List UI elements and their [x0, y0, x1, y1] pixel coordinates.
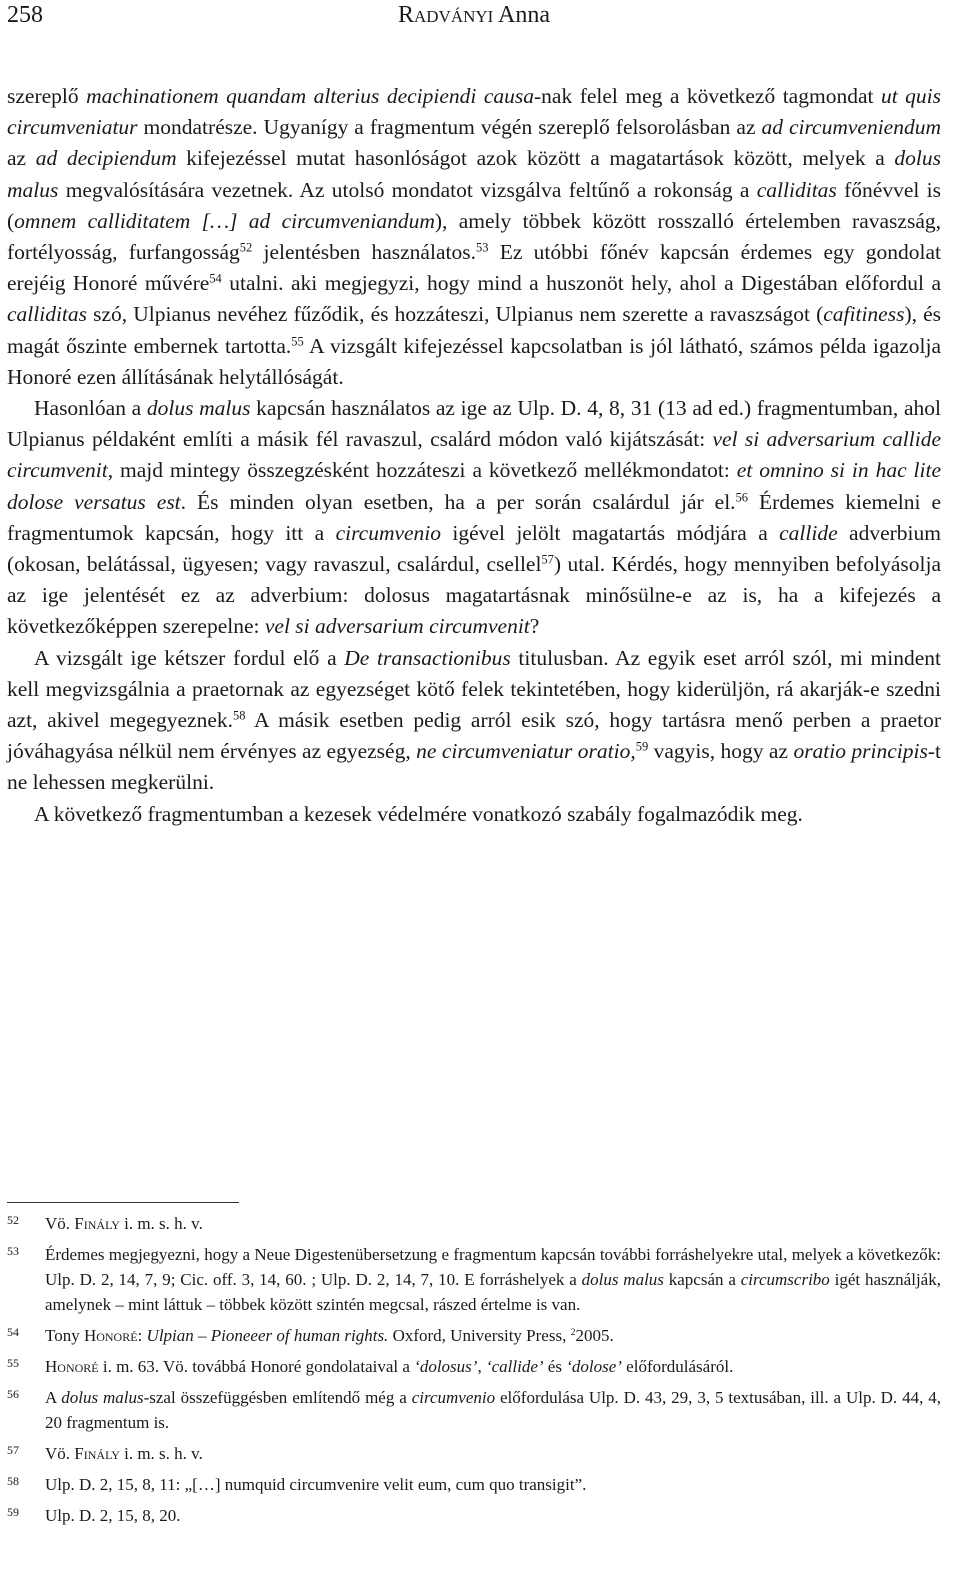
text-run: 2005.	[575, 1326, 614, 1345]
text-run: előfordulása Ulp. D. 43, 29, 3, 5 textusában, ill. a Ulp. D. 44, 4, 20 fragmentum is.	[45, 1388, 941, 1432]
text-run: A következő fragmentumban a kezesek védelmére vonatkozó szabály fogalmazódik meg.	[34, 801, 803, 826]
text-run: ,	[477, 1357, 486, 1376]
footnote-text	[45, 1472, 941, 1497]
text-run: ?	[529, 614, 540, 639]
text-run: kifejezéssel mutat hasonlóságot azok között a magatartások között, melyek a	[176, 146, 895, 171]
paragraph	[7, 643, 941, 799]
footnote-number: 52	[7, 1213, 19, 1227]
italic-text: calliditas	[7, 302, 88, 327]
page-number: 258	[7, 2, 43, 28]
text-run: Vö.	[45, 1214, 75, 1233]
author-first-name: Radványi	[397, 2, 494, 28]
italic-text: ut quis circumveniatur	[7, 84, 941, 140]
footnote	[7, 1472, 941, 1497]
text-run: az	[7, 146, 36, 171]
text-run: utalni. aki megjegyzi, hogy mind a huszonöt hely, ahol a Digestában előfordul a	[221, 271, 941, 296]
text-run: adverbium (okosan, belátással, ügyesen; vagy ravaszul, csalárdul, csellel	[7, 520, 941, 577]
text-run: titulusban. Az egyik eset arról szól, mi mindent kell megvizsgálnia a praetornak az egyezséget kötő felek tekintetében, hogy kiderüljön, rá akarják-e szedni azt, akivel megegyeznek.	[7, 645, 941, 733]
footnote-separator	[7, 1202, 239, 1203]
italic-text: circumvenio	[411, 1388, 496, 1407]
italic-text: et omnino si in hac lite dolose versatus est	[7, 458, 941, 514]
text-run: vagyis, hogy az	[648, 739, 794, 764]
paragraph	[7, 799, 941, 830]
footnote-ref: 57	[541, 552, 554, 567]
small-caps-name: Honoré	[83, 1326, 138, 1345]
italic-text: machinationem quandam alterius decipiendi causa	[86, 84, 535, 108]
footnote-text	[45, 1503, 941, 1528]
text-run: Ulp. D. 2, 15, 8, 20.	[45, 1506, 181, 1525]
italic-text: ne circumveniatur oratio,	[416, 739, 636, 764]
footnote-ref: 53	[475, 240, 489, 255]
footnote	[7, 1211, 941, 1236]
running-head	[7, 2, 941, 29]
text-run: , majd mintegy összegzésként hozzáteszi a következő mellékmondatot:	[107, 458, 737, 483]
italic-text: dolus malus	[61, 1388, 144, 1407]
text-run: Ulp. D. 2, 15, 8, 11: „[…] numquid circumvenire velit eum, cum quo transigit”.	[45, 1475, 587, 1494]
italic-text: circumvenio	[335, 520, 442, 545]
footnotes	[7, 1211, 941, 1534]
italic-text: De transactionibus	[344, 645, 511, 670]
italic-text: ad decipiendum	[35, 146, 177, 171]
italic-text: cafitiness	[823, 302, 905, 327]
italic-text: callide	[779, 520, 838, 545]
text-run: i. m. 63. Vö. továbbá Honoré gondolataival a	[98, 1357, 415, 1376]
text-run: szereplő	[7, 84, 87, 108]
italic-text: dolus malus	[581, 1270, 664, 1289]
italic-text: dolus malus	[146, 396, 251, 421]
text-run: főnévvel is (	[7, 177, 941, 233]
italic-text: vel si adversarium callide circumvenit	[7, 427, 941, 483]
author-last-name: Anna	[498, 2, 550, 28]
footnote-number: 55	[7, 1356, 19, 1370]
text-run: szó, Ulpianus nevéhez fűződik, és hozzáteszi, Ulpianus nem szerette a ravaszságot (	[87, 302, 824, 327]
text-run: Érdemes kiemelni e fragmentumok kapcsán, hogy itt a	[7, 489, 941, 545]
text-run: és	[543, 1357, 567, 1376]
footnote-number: 58	[7, 1474, 19, 1488]
text-run: igével jelölt magatartás módjára a	[441, 520, 780, 545]
text-run: kapcsán a	[663, 1270, 741, 1289]
text-run: Érdemes megjegyezni, hogy a Neue Digestenübersetzung e fragmentum kapcsán további forráshelyekre utal, melyek a következők: Ulp. D. 2, 14, 7, 9; Cic. off. 3, 14, 60. ; Ulp. D. 2, 14, 7, 10. E forráshelyek a	[45, 1245, 941, 1289]
small-caps-name: Finály	[74, 1444, 120, 1463]
text-run: jelentésben használatos.	[252, 240, 476, 265]
page-header	[7, 2, 941, 32]
text-run: igét használják, amelynek – mint láttuk – többek között szintén megcsal, rászed értelme is van.	[45, 1270, 941, 1314]
footnote	[7, 1323, 941, 1348]
footnote	[7, 1385, 941, 1435]
footnote-text	[45, 1354, 941, 1379]
text-run: -szal összefüggésben említendő még a	[143, 1388, 412, 1407]
footnote-text	[45, 1323, 941, 1348]
text-run: i. m. s. h. v.	[119, 1214, 203, 1233]
text-run: :	[137, 1326, 147, 1345]
italic-text: Ulpian – Pioneeer of human rights.	[146, 1326, 389, 1345]
paragraph	[7, 81, 941, 393]
italic-text: ad circumveniendum	[761, 115, 941, 140]
small-caps-name: Honoré	[45, 1357, 99, 1376]
text-run: -t ne lehessen megkerülni.	[7, 739, 941, 795]
italic-text: calliditas	[756, 177, 837, 202]
italic-text: ‘dolosus’	[414, 1357, 478, 1376]
text-run: ), és magát őszinte embernek tartotta.	[7, 302, 941, 358]
italic-text: dolus malus	[7, 146, 941, 202]
footnote-text	[45, 1242, 941, 1317]
text-run: Tony	[45, 1326, 84, 1345]
italic-text: oratio principis	[793, 739, 928, 764]
footnote-ref: 52	[239, 240, 253, 255]
text-run: A	[45, 1388, 62, 1407]
italic-text: ‘callide’	[485, 1357, 544, 1376]
text-run: . És minden olyan esetben, ha a per során csalárdul jár el.	[180, 489, 736, 514]
italic-text: ‘dolose’	[566, 1357, 622, 1376]
footnote-number: 54	[7, 1325, 19, 1339]
text-run: Ez utóbbi főnév kapcsán érdemes egy gondolat erejéig Honoré művére	[7, 240, 942, 296]
text-run: ) utal. Kérdés, hogy mennyiben befolyásolja az ige jelentését ez az adverbium: dolosus magatartásnak minősülne-e az is, ha a kifejezés a következőképpen szerepelne:	[7, 552, 941, 639]
text-run: megvalósítására vezetnek. Az utolsó mondatot vizsgálva feltűnő a rokonság a	[58, 177, 757, 202]
footnote-ref: 54	[209, 271, 222, 286]
italic-text: omnem calliditatem […] ad circumveniandum	[14, 208, 435, 233]
small-caps-name: Finály	[74, 1214, 120, 1233]
footnote-ref: 58	[233, 708, 246, 723]
text-run: kapcsán használatos az ige az Ulp. D. 4, 8, 31 (13 ad ed.) fragmentumban, ahol Ulpianus példaként említi a másik fél ravaszul, csalárd módon való kijátszását:	[7, 396, 941, 452]
footnote	[7, 1441, 941, 1466]
text-run: A másik esetben pedig arról esik szó, hogy tartásra menő perben a praetor jóváhagyása nélkül nem érvényes az egyezség,	[7, 708, 941, 764]
footnote-number: 56	[7, 1387, 19, 1401]
text-run: i. m. s. h. v.	[119, 1444, 203, 1463]
footnote-number: 57	[7, 1443, 19, 1457]
footnote-ref: 56	[735, 489, 749, 504]
text-run: ), amely többek között rosszalló értelemben ravaszság, fortélyosság, furfangosság	[7, 208, 941, 265]
body-text	[7, 81, 941, 830]
text-run: A vizsgált kifejezéssel kapcsolatban is jól látható, számos példa igazolja Honoré ezen állításának helytállóságát.	[7, 333, 941, 389]
text-run: Hasonlóan a	[34, 396, 147, 421]
footnote-text	[45, 1385, 941, 1435]
footnote	[7, 1354, 941, 1379]
paragraph	[7, 393, 941, 643]
text-run: Oxford, University Press,	[388, 1326, 571, 1345]
text-run: A vizsgált ige kétszer fordul elő a	[34, 645, 345, 670]
footnote	[7, 1503, 941, 1528]
footnote-number: 59	[7, 1505, 19, 1519]
footnote-ref: 55	[291, 333, 304, 348]
footnote-text	[45, 1441, 941, 1466]
footnote-number: 53	[7, 1244, 19, 1258]
text-run: Vö.	[45, 1444, 75, 1463]
footnote-ref: 59	[635, 739, 649, 754]
footnote-ref: 2	[570, 1326, 576, 1338]
italic-text: vel si adversarium circumvenit	[264, 614, 530, 639]
footnote-text	[45, 1211, 941, 1236]
text-run: -nak felel meg a következő tagmondat	[534, 84, 881, 108]
text-run: mondatrésze. Ugyanígy a fragmentum végén szereplő felsorolásban az	[137, 115, 762, 140]
text-run: előfordulásáról.	[621, 1357, 734, 1376]
italic-text: circumscribo	[740, 1270, 830, 1289]
footnote	[7, 1242, 941, 1317]
